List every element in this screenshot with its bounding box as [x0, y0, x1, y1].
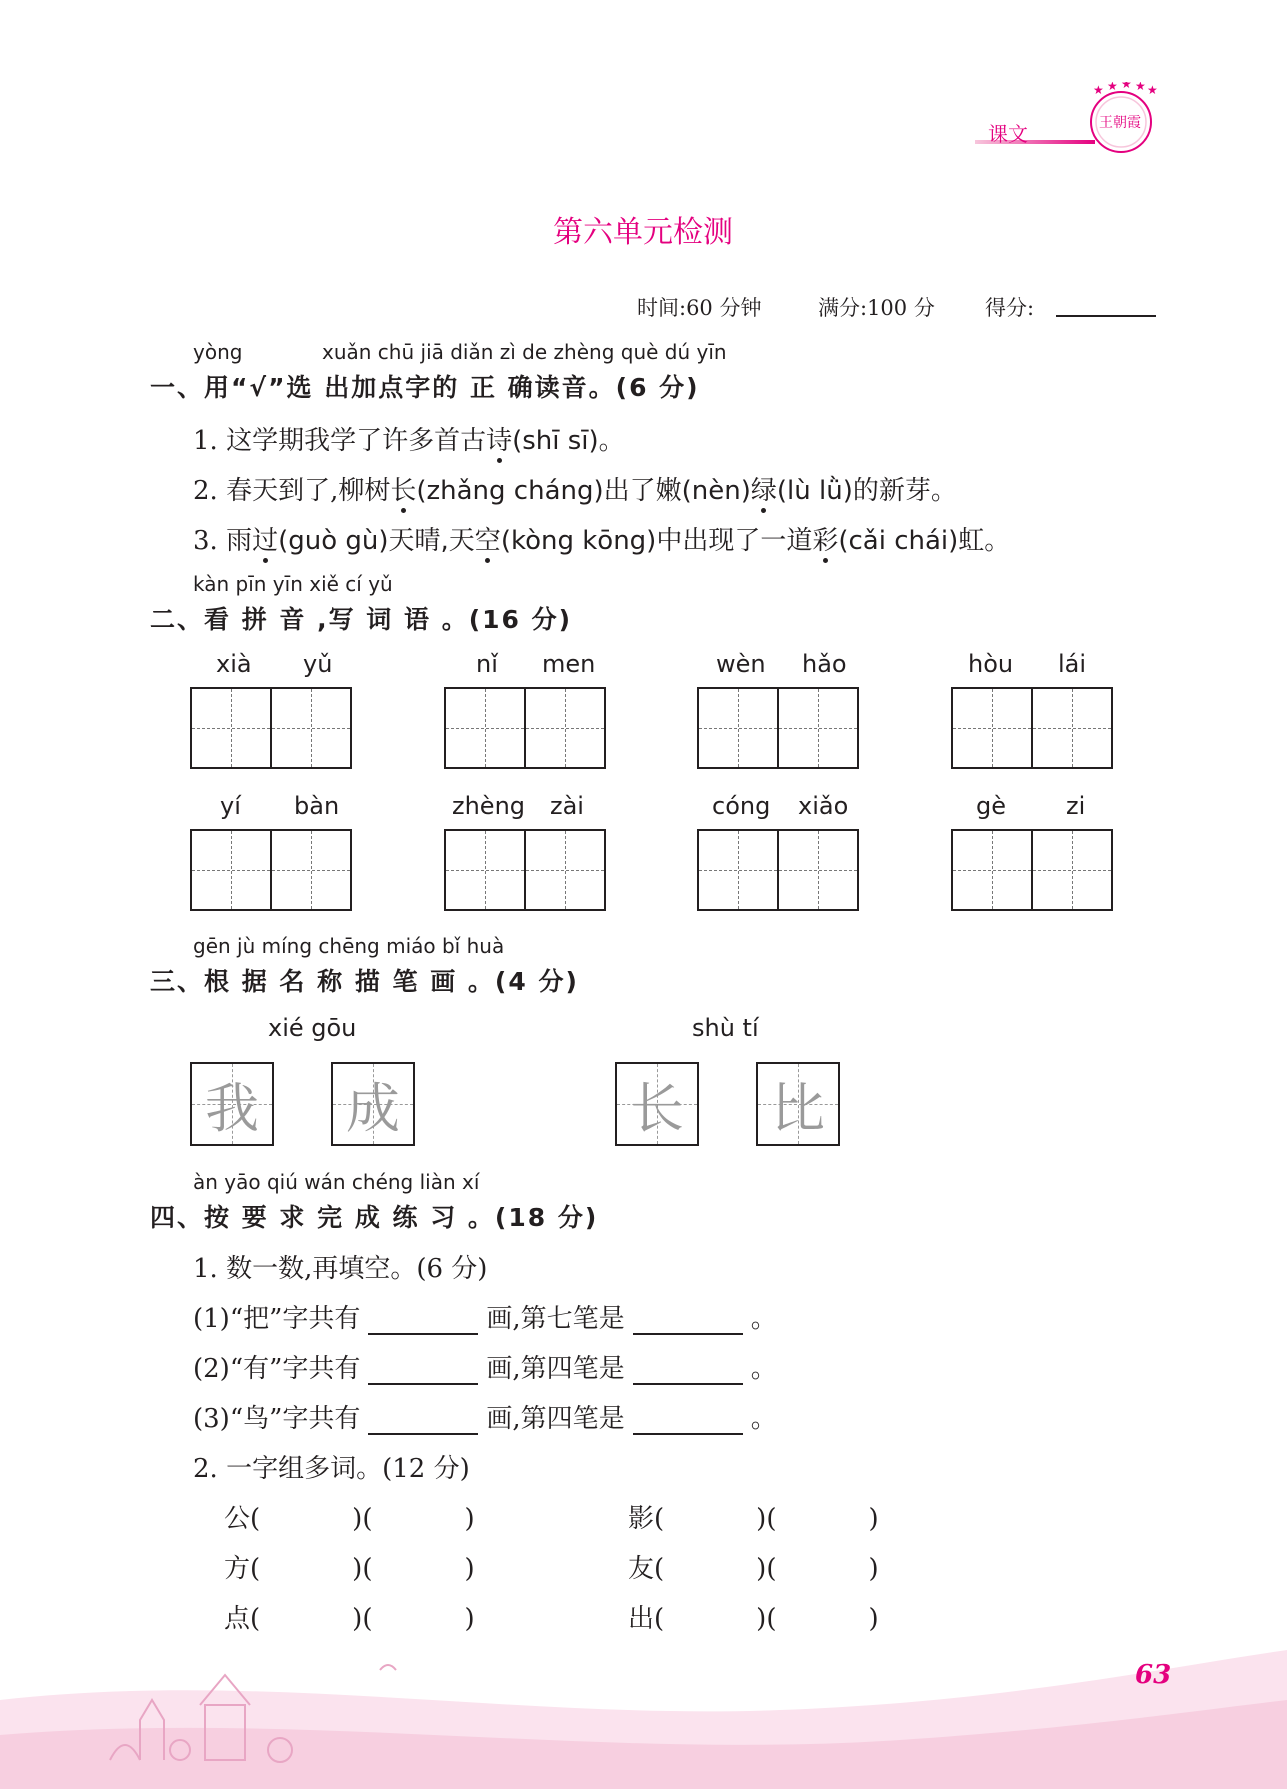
trace-box[interactable]: 比 — [756, 1062, 840, 1146]
word-pinyin: hòu — [968, 650, 1014, 678]
svg-text:★: ★ — [1107, 82, 1118, 93]
word-pinyin: men — [542, 650, 596, 678]
fill-blank[interactable] — [633, 1309, 743, 1335]
trace-box[interactable]: 成 — [331, 1062, 415, 1146]
s3-heading: 三、根 据 名 称 描 笔 画 。(4 分) — [150, 967, 579, 996]
word-pinyin: xiǎo — [798, 792, 849, 820]
word-group-row: 点( )( ) — [224, 1604, 475, 1634]
s1-pinyin-2: xuǎn chū jiā diǎn zì de zhèng què dú yīn — [322, 340, 727, 364]
word-pinyin: xià — [216, 650, 252, 678]
fill-blank[interactable] — [633, 1409, 743, 1435]
s1-item-3: 3. 雨过(guò gù)天晴,天空(kòng kōng)中出现了一道彩(cǎi chái)虹。 — [193, 520, 1010, 557]
word-pinyin: gè — [976, 792, 1006, 820]
writing-grid[interactable] — [697, 687, 859, 769]
writing-grid[interactable] — [951, 687, 1113, 769]
writing-grid[interactable] — [190, 829, 352, 911]
fill-row: (3)“鸟”字共有 画,第四笔是 。 — [193, 1404, 777, 1434]
dotted-char: 空 — [475, 520, 501, 557]
word-group-row: 出( )( ) — [628, 1604, 879, 1634]
logo-text: 王朝霞 — [1099, 115, 1141, 131]
brand-logo — [1085, 82, 1157, 154]
s2-pinyin: kàn pīn yīn xiě cí yǔ — [193, 572, 393, 596]
writing-grid[interactable] — [951, 829, 1113, 911]
svg-text:★: ★ — [1135, 82, 1146, 93]
word-pinyin: zài — [550, 792, 584, 820]
footer-wave — [0, 1610, 1287, 1789]
svg-text:★: ★ — [1147, 83, 1157, 97]
writing-grid[interactable] — [190, 687, 352, 769]
word-group-row: 方( )( ) — [224, 1554, 475, 1584]
dotted-char: 诗 — [486, 420, 512, 457]
time-info: 时间:60 分钟 — [637, 296, 762, 320]
word-pinyin: hǎo — [802, 650, 847, 678]
word-pinyin: zi — [1066, 792, 1086, 820]
word-group-row: 友( )( ) — [628, 1554, 879, 1584]
s4-q1: 1. 数一数,再填空。(6 分) — [193, 1254, 488, 1284]
fill-blank[interactable] — [633, 1359, 743, 1385]
score-blank[interactable] — [1056, 315, 1156, 317]
s1-heading: 一、用“√”选 出加点字的 正 确读音。(6 分) — [150, 373, 700, 402]
word-pinyin: zhèng — [452, 792, 526, 820]
fill-blank[interactable] — [368, 1359, 478, 1385]
dotted-char: 绿 — [751, 470, 777, 507]
s1-item-2: 2. 春天到了,柳树长(zhǎng cháng)出了嫩(nèn)绿(lù lǜ)的新芽。 — [193, 470, 957, 507]
word-pinyin: nǐ — [476, 650, 498, 678]
writing-grid[interactable] — [444, 829, 606, 911]
s4-q2: 2. 一字组多词。(12 分) — [193, 1454, 470, 1484]
full-score-info: 满分:100 分 — [818, 296, 935, 320]
word-pinyin: wèn — [716, 650, 766, 678]
stroke-label-left: xié gōu — [268, 1014, 357, 1042]
header-tag: 课文 — [988, 122, 1028, 146]
svg-text:★: ★ — [1121, 82, 1132, 91]
svg-text:★: ★ — [1093, 83, 1104, 97]
fill-blank[interactable] — [368, 1309, 478, 1335]
word-group-row: 影( )( ) — [628, 1504, 879, 1534]
s3-pinyin: gēn jù míng chēng miáo bǐ huà — [193, 934, 505, 958]
s4-pinyin: àn yāo qiú wán chéng liàn xí — [193, 1170, 480, 1194]
trace-box[interactable]: 我 — [190, 1062, 274, 1146]
s2-heading: 二、看 拼 音 ,写 词 语 。(16 分) — [150, 605, 573, 634]
page-title: 第六单元检测 — [553, 215, 733, 250]
writing-grid[interactable] — [444, 687, 606, 769]
word-group-row: 公( )( ) — [224, 1504, 475, 1534]
s1-pinyin-1: yòng — [193, 340, 243, 364]
score-label: 得分: — [985, 296, 1035, 320]
dotted-char: 彩 — [812, 520, 838, 557]
fill-row: (2)“有”字共有 画,第四笔是 。 — [193, 1354, 777, 1384]
word-pinyin: yí — [220, 792, 241, 820]
fill-row: (1)“把”字共有 画,第七笔是 。 — [193, 1304, 777, 1334]
dotted-char: 长 — [390, 470, 416, 507]
word-pinyin: cóng — [712, 792, 771, 820]
word-pinyin: yǔ — [303, 650, 333, 678]
trace-box[interactable]: 长 — [615, 1062, 699, 1146]
writing-grid[interactable] — [697, 829, 859, 911]
fill-blank[interactable] — [368, 1409, 478, 1435]
word-pinyin: lái — [1058, 650, 1087, 678]
stroke-label-right: shù tí — [692, 1014, 759, 1042]
page-number: 63 — [1135, 1660, 1172, 1690]
dotted-char: 过 — [252, 520, 278, 557]
s1-item-1: 1. 这学期我学了许多首古诗(shī sī)。 — [193, 420, 625, 457]
s4-heading: 四、按 要 求 完 成 练 习 。(18 分) — [150, 1203, 599, 1232]
word-pinyin: bàn — [294, 792, 340, 820]
